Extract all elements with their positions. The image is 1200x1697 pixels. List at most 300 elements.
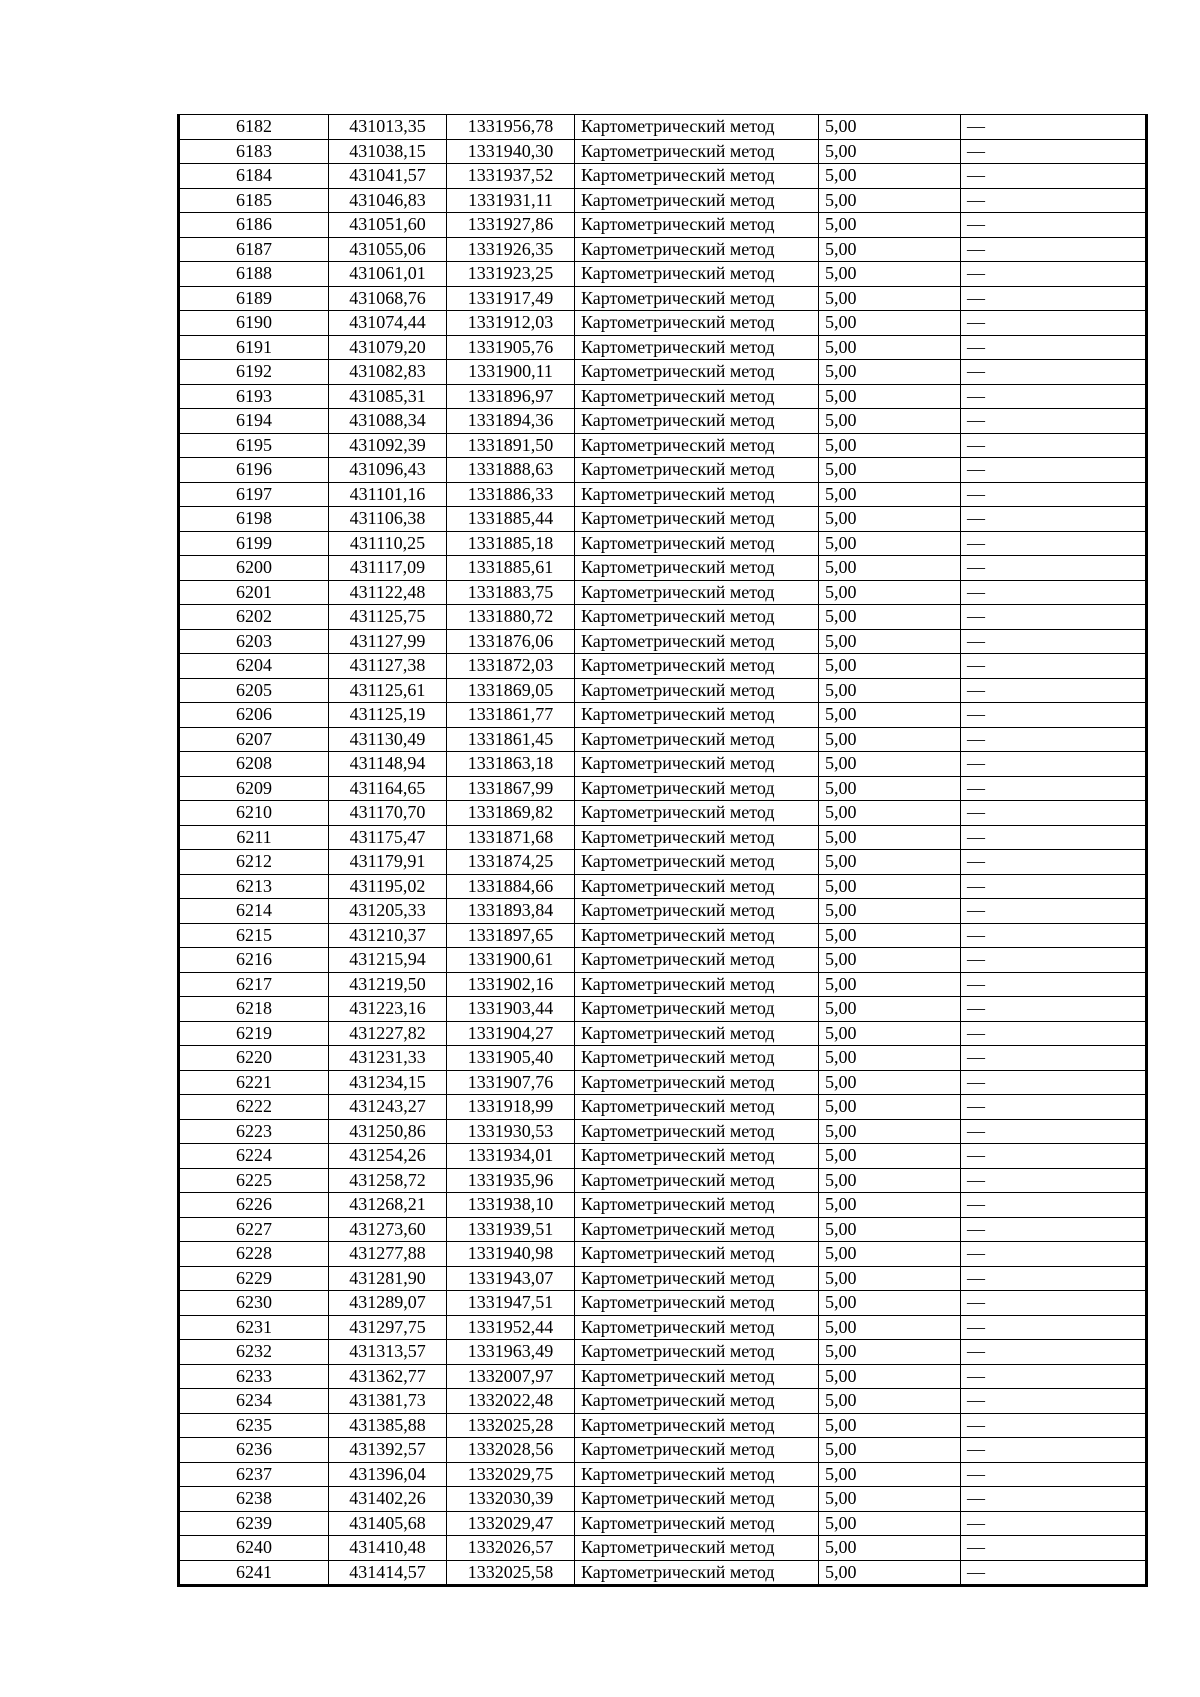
accuracy-cell: 5,00 [819,1242,961,1267]
y-coordinate-cell: 1332029,47 [447,1511,575,1536]
method-cell: Картометрический метод [575,1462,819,1487]
accuracy-cell: 5,00 [819,1413,961,1438]
note-cell: — [961,825,1147,850]
coordinates-table-body [179,115,1147,1586]
y-coordinate-cell: 1331926,35 [447,237,575,262]
y-coordinate-cell: 1331869,05 [447,678,575,703]
table-row [179,433,1147,458]
table-row [179,850,1147,875]
point-number-cell: 6198 [179,507,329,532]
y-coordinate-cell: 1331897,65 [447,923,575,948]
y-coordinate-cell: 1331886,33 [447,482,575,507]
point-number-cell: 6223 [179,1119,329,1144]
method-cell: Картометрический метод [575,874,819,899]
table-row [179,801,1147,826]
table-row [179,1560,1147,1586]
y-coordinate-cell: 1331861,45 [447,727,575,752]
note-cell: — [961,850,1147,875]
note-cell: — [961,1511,1147,1536]
x-coordinate-cell: 431122,48 [329,580,447,605]
accuracy-cell: 5,00 [819,703,961,728]
y-coordinate-cell: 1331888,63 [447,458,575,483]
y-coordinate-cell: 1331874,25 [447,850,575,875]
method-cell: Картометрический метод [575,605,819,630]
note-cell: — [961,482,1147,507]
note-cell: — [961,1315,1147,1340]
x-coordinate-cell: 431289,07 [329,1291,447,1316]
method-cell: Картометрический метод [575,899,819,924]
note-cell: — [961,948,1147,973]
point-number-cell: 6230 [179,1291,329,1316]
method-cell: Картометрический метод [575,286,819,311]
accuracy-cell: 5,00 [819,727,961,752]
y-coordinate-cell: 1331923,25 [447,262,575,287]
point-number-cell: 6229 [179,1266,329,1291]
method-cell: Картометрический метод [575,360,819,385]
method-cell: Картометрический метод [575,311,819,336]
point-number-cell: 6226 [179,1193,329,1218]
table-row [179,1438,1147,1463]
table-row [179,335,1147,360]
x-coordinate-cell: 431110,25 [329,531,447,556]
table-row [179,997,1147,1022]
method-cell: Картометрический метод [575,654,819,679]
table-row [179,1070,1147,1095]
method-cell: Картометрический метод [575,703,819,728]
method-cell: Картометрический метод [575,262,819,287]
point-number-cell: 6234 [179,1389,329,1414]
y-coordinate-cell: 1331927,86 [447,213,575,238]
x-coordinate-cell: 431215,94 [329,948,447,973]
accuracy-cell: 5,00 [819,1046,961,1071]
x-coordinate-cell: 431074,44 [329,311,447,336]
point-number-cell: 6235 [179,1413,329,1438]
note-cell: — [961,188,1147,213]
y-coordinate-cell: 1331904,27 [447,1021,575,1046]
accuracy-cell: 5,00 [819,948,961,973]
accuracy-cell: 5,00 [819,997,961,1022]
point-number-cell: 6216 [179,948,329,973]
point-number-cell: 6222 [179,1095,329,1120]
x-coordinate-cell: 431250,86 [329,1119,447,1144]
accuracy-cell: 5,00 [819,801,961,826]
method-cell: Картометрический метод [575,1193,819,1218]
method-cell: Картометрический метод [575,556,819,581]
note-cell: — [961,1266,1147,1291]
point-number-cell: 6194 [179,409,329,434]
point-number-cell: 6219 [179,1021,329,1046]
y-coordinate-cell: 1332025,28 [447,1413,575,1438]
method-cell: Картометрический метод [575,384,819,409]
accuracy-cell: 5,00 [819,311,961,336]
table-row [179,1413,1147,1438]
table-row [179,507,1147,532]
y-coordinate-cell: 1331891,50 [447,433,575,458]
x-coordinate-cell: 431381,73 [329,1389,447,1414]
point-number-cell: 6232 [179,1340,329,1365]
y-coordinate-cell: 1331963,49 [447,1340,575,1365]
table-row [179,164,1147,189]
accuracy-cell: 5,00 [819,482,961,507]
y-coordinate-cell: 1331861,77 [447,703,575,728]
note-cell: — [961,997,1147,1022]
accuracy-cell: 5,00 [819,139,961,164]
method-cell: Картометрический метод [575,1242,819,1267]
table-row [179,1119,1147,1144]
note-cell: — [961,899,1147,924]
table-row [179,409,1147,434]
accuracy-cell: 5,00 [819,1070,961,1095]
table-row [179,1144,1147,1169]
y-coordinate-cell: 1331885,44 [447,507,575,532]
table-row [179,727,1147,752]
accuracy-cell: 5,00 [819,1193,961,1218]
note-cell: — [961,678,1147,703]
table-row [179,776,1147,801]
y-coordinate-cell: 1331940,98 [447,1242,575,1267]
table-row [179,262,1147,287]
x-coordinate-cell: 431243,27 [329,1095,447,1120]
point-number-cell: 6199 [179,531,329,556]
y-coordinate-cell: 1331896,97 [447,384,575,409]
y-coordinate-cell: 1331912,03 [447,311,575,336]
method-cell: Картометрический метод [575,1389,819,1414]
accuracy-cell: 5,00 [819,1560,961,1586]
x-coordinate-cell: 431051,60 [329,213,447,238]
table-row [179,1021,1147,1046]
note-cell: — [961,1438,1147,1463]
y-coordinate-cell: 1331935,96 [447,1168,575,1193]
method-cell: Картометрический метод [575,1217,819,1242]
point-number-cell: 6192 [179,360,329,385]
y-coordinate-cell: 1331905,76 [447,335,575,360]
point-number-cell: 6231 [179,1315,329,1340]
point-number-cell: 6187 [179,237,329,262]
y-coordinate-cell: 1332029,75 [447,1462,575,1487]
table-row [179,825,1147,850]
method-cell: Картометрический метод [575,923,819,948]
method-cell: Картометрический метод [575,1046,819,1071]
point-number-cell: 6204 [179,654,329,679]
table-row [179,972,1147,997]
method-cell: Картометрический метод [575,1070,819,1095]
point-number-cell: 6241 [179,1560,329,1586]
method-cell: Картометрический метод [575,948,819,973]
y-coordinate-cell: 1331885,18 [447,531,575,556]
x-coordinate-cell: 431227,82 [329,1021,447,1046]
y-coordinate-cell: 1331885,61 [447,556,575,581]
accuracy-cell: 5,00 [819,1364,961,1389]
note-cell: — [961,972,1147,997]
method-cell: Картометрический метод [575,531,819,556]
note-cell: — [961,605,1147,630]
note-cell: — [961,1144,1147,1169]
point-number-cell: 6196 [179,458,329,483]
note-cell: — [961,776,1147,801]
x-coordinate-cell: 431268,21 [329,1193,447,1218]
note-cell: — [961,1193,1147,1218]
y-coordinate-cell: 1332030,39 [447,1487,575,1512]
accuracy-cell: 5,00 [819,1266,961,1291]
x-coordinate-cell: 431405,68 [329,1511,447,1536]
x-coordinate-cell: 431106,38 [329,507,447,532]
note-cell: — [961,1046,1147,1071]
point-number-cell: 6212 [179,850,329,875]
accuracy-cell: 5,00 [819,262,961,287]
point-number-cell: 6205 [179,678,329,703]
y-coordinate-cell: 1331869,82 [447,801,575,826]
method-cell: Картометрический метод [575,1438,819,1463]
table-row [179,1046,1147,1071]
accuracy-cell: 5,00 [819,1462,961,1487]
accuracy-cell: 5,00 [819,237,961,262]
note-cell: — [961,164,1147,189]
y-coordinate-cell: 1331937,52 [447,164,575,189]
y-coordinate-cell: 1331918,99 [447,1095,575,1120]
accuracy-cell: 5,00 [819,1095,961,1120]
table-row [179,1168,1147,1193]
x-coordinate-cell: 431013,35 [329,115,447,140]
accuracy-cell: 5,00 [819,164,961,189]
note-cell: — [961,1291,1147,1316]
x-coordinate-cell: 431414,57 [329,1560,447,1586]
accuracy-cell: 5,00 [819,507,961,532]
method-cell: Картометрический метод [575,433,819,458]
point-number-cell: 6238 [179,1487,329,1512]
table-row [179,1266,1147,1291]
accuracy-cell: 5,00 [819,874,961,899]
y-coordinate-cell: 1331893,84 [447,899,575,924]
x-coordinate-cell: 431313,57 [329,1340,447,1365]
point-number-cell: 6214 [179,899,329,924]
x-coordinate-cell: 431088,34 [329,409,447,434]
method-cell: Картометрический метод [575,237,819,262]
y-coordinate-cell: 1331907,76 [447,1070,575,1095]
method-cell: Картометрический метод [575,1413,819,1438]
method-cell: Картометрический метод [575,1487,819,1512]
y-coordinate-cell: 1331900,61 [447,948,575,973]
note-cell: — [961,1413,1147,1438]
accuracy-cell: 5,00 [819,360,961,385]
accuracy-cell: 5,00 [819,972,961,997]
accuracy-cell: 5,00 [819,678,961,703]
y-coordinate-cell: 1331939,51 [447,1217,575,1242]
table-row [179,1536,1147,1561]
table-row [179,1340,1147,1365]
accuracy-cell: 5,00 [819,433,961,458]
accuracy-cell: 5,00 [819,1119,961,1144]
point-number-cell: 6237 [179,1462,329,1487]
note-cell: — [961,1364,1147,1389]
point-number-cell: 6217 [179,972,329,997]
table-row [179,1511,1147,1536]
point-number-cell: 6203 [179,629,329,654]
point-number-cell: 6233 [179,1364,329,1389]
y-coordinate-cell: 1332026,57 [447,1536,575,1561]
method-cell: Картометрический метод [575,507,819,532]
note-cell: — [961,115,1147,140]
point-number-cell: 6221 [179,1070,329,1095]
table-row [179,1242,1147,1267]
table-row [179,1315,1147,1340]
accuracy-cell: 5,00 [819,1536,961,1561]
x-coordinate-cell: 431125,75 [329,605,447,630]
y-coordinate-cell: 1331943,07 [447,1266,575,1291]
accuracy-cell: 5,00 [819,1021,961,1046]
point-number-cell: 6184 [179,164,329,189]
accuracy-cell: 5,00 [819,1168,961,1193]
method-cell: Картометрический метод [575,1291,819,1316]
method-cell: Картометрический метод [575,776,819,801]
point-number-cell: 6185 [179,188,329,213]
note-cell: — [961,1487,1147,1512]
point-number-cell: 6183 [179,139,329,164]
method-cell: Картометрический метод [575,1536,819,1561]
point-number-cell: 6239 [179,1511,329,1536]
note-cell: — [961,556,1147,581]
table-row [179,629,1147,654]
note-cell: — [961,874,1147,899]
accuracy-cell: 5,00 [819,115,961,140]
note-cell: — [961,1536,1147,1561]
method-cell: Картометрический метод [575,1364,819,1389]
accuracy-cell: 5,00 [819,923,961,948]
x-coordinate-cell: 431254,26 [329,1144,447,1169]
x-coordinate-cell: 431231,33 [329,1046,447,1071]
point-number-cell: 6190 [179,311,329,336]
x-coordinate-cell: 431392,57 [329,1438,447,1463]
note-cell: — [961,433,1147,458]
table-row [179,923,1147,948]
accuracy-cell: 5,00 [819,850,961,875]
table-row [179,1291,1147,1316]
point-number-cell: 6210 [179,801,329,826]
table-row [179,1364,1147,1389]
table-row [179,188,1147,213]
method-cell: Картометрический метод [575,458,819,483]
table-row [179,1462,1147,1487]
accuracy-cell: 5,00 [819,1389,961,1414]
note-cell: — [961,1021,1147,1046]
y-coordinate-cell: 1331863,18 [447,752,575,777]
method-cell: Картометрический метод [575,580,819,605]
y-coordinate-cell: 1331867,99 [447,776,575,801]
note-cell: — [961,629,1147,654]
point-number-cell: 6182 [179,115,329,140]
x-coordinate-cell: 431385,88 [329,1413,447,1438]
x-coordinate-cell: 431055,06 [329,237,447,262]
note-cell: — [961,1242,1147,1267]
table-row [179,874,1147,899]
accuracy-cell: 5,00 [819,556,961,581]
table-row [179,237,1147,262]
table-row [179,580,1147,605]
note-cell: — [961,727,1147,752]
point-number-cell: 6207 [179,727,329,752]
accuracy-cell: 5,00 [819,1144,961,1169]
table-row [179,384,1147,409]
x-coordinate-cell: 431281,90 [329,1266,447,1291]
x-coordinate-cell: 431205,33 [329,899,447,924]
method-cell: Картометрический метод [575,801,819,826]
method-cell: Картометрический метод [575,213,819,238]
accuracy-cell: 5,00 [819,654,961,679]
note-cell: — [961,1070,1147,1095]
x-coordinate-cell: 431127,38 [329,654,447,679]
note-cell: — [961,1560,1147,1586]
y-coordinate-cell: 1331880,72 [447,605,575,630]
x-coordinate-cell: 431068,76 [329,286,447,311]
note-cell: — [961,1095,1147,1120]
method-cell: Картометрический метод [575,139,819,164]
y-coordinate-cell: 1331940,30 [447,139,575,164]
method-cell: Картометрический метод [575,115,819,140]
table-row [179,556,1147,581]
accuracy-cell: 5,00 [819,458,961,483]
y-coordinate-cell: 1331876,06 [447,629,575,654]
note-cell: — [961,1389,1147,1414]
method-cell: Картометрический метод [575,1511,819,1536]
point-number-cell: 6202 [179,605,329,630]
x-coordinate-cell: 431219,50 [329,972,447,997]
point-number-cell: 6225 [179,1168,329,1193]
method-cell: Картометрический метод [575,727,819,752]
point-number-cell: 6211 [179,825,329,850]
note-cell: — [961,1168,1147,1193]
point-number-cell: 6195 [179,433,329,458]
point-number-cell: 6206 [179,703,329,728]
point-number-cell: 6218 [179,997,329,1022]
x-coordinate-cell: 431234,15 [329,1070,447,1095]
accuracy-cell: 5,00 [819,1291,961,1316]
y-coordinate-cell: 1332025,58 [447,1560,575,1586]
x-coordinate-cell: 431223,16 [329,997,447,1022]
table-row [179,654,1147,679]
method-cell: Картометрический метод [575,629,819,654]
table-row [179,678,1147,703]
x-coordinate-cell: 431195,02 [329,874,447,899]
x-coordinate-cell: 431092,39 [329,433,447,458]
accuracy-cell: 5,00 [819,531,961,556]
point-number-cell: 6228 [179,1242,329,1267]
accuracy-cell: 5,00 [819,1487,961,1512]
table-row [179,752,1147,777]
method-cell: Картометрический метод [575,1340,819,1365]
table-row [179,482,1147,507]
x-coordinate-cell: 431079,20 [329,335,447,360]
x-coordinate-cell: 431125,19 [329,703,447,728]
note-cell: — [961,384,1147,409]
note-cell: — [961,360,1147,385]
method-cell: Картометрический метод [575,1144,819,1169]
note-cell: — [961,458,1147,483]
method-cell: Картометрический метод [575,335,819,360]
note-cell: — [961,139,1147,164]
y-coordinate-cell: 1331947,51 [447,1291,575,1316]
coordinates-table [177,114,1148,1587]
note-cell: — [961,409,1147,434]
point-number-cell: 6215 [179,923,329,948]
table-row [179,311,1147,336]
y-coordinate-cell: 1331900,11 [447,360,575,385]
x-coordinate-cell: 431082,83 [329,360,447,385]
note-cell: — [961,752,1147,777]
accuracy-cell: 5,00 [819,825,961,850]
table-row [179,1193,1147,1218]
x-coordinate-cell: 431410,48 [329,1536,447,1561]
note-cell: — [961,237,1147,262]
x-coordinate-cell: 431402,26 [329,1487,447,1512]
